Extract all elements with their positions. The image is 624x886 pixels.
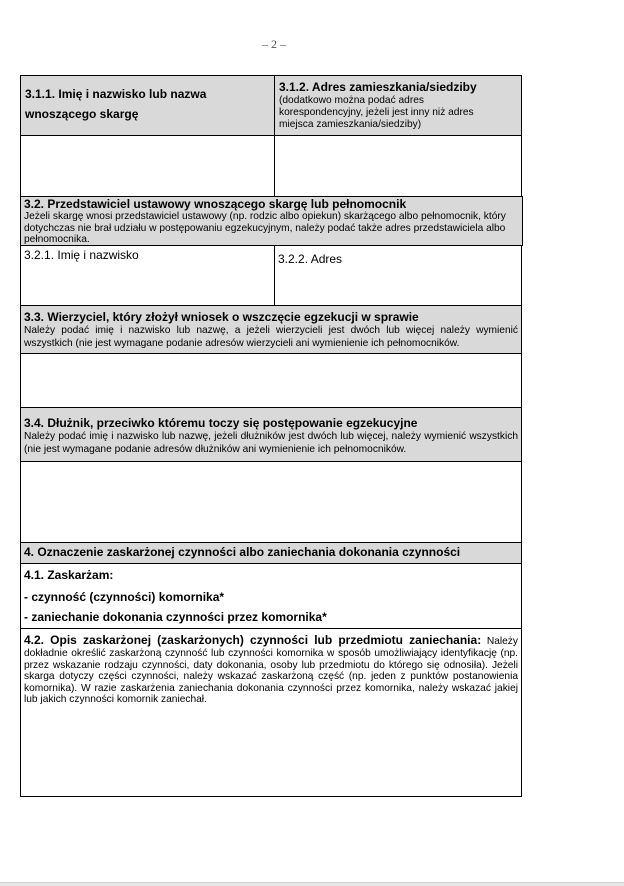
- section-3-1-2-note: (dodatkowo można podać adres korespondencyjny, jeżeli jest inny niż adres miejsca zamieszkania/siedziby): [279, 95, 474, 130]
- section-3-1-1-title: 3.1.1. Imię i nazwisko lub nazwa wnoszącego skargę: [25, 87, 207, 121]
- section-3-3-header: [20, 305, 522, 354]
- option-omission[interactable]: - zaniechanie dokonania czynności przez komornika*: [24, 610, 327, 624]
- section-3-4-header: [20, 407, 522, 462]
- name-of-complainant-field[interactable]: [20, 135, 275, 197]
- section-3-4-title: 3.4. Dłużnik, przeciwko któremu toczy się postępowanie egzekucyjne: [24, 416, 418, 430]
- section-4-title: 4. Oznaczenie zaskarżonej czynności albo zaniechania dokonania czynności: [24, 545, 461, 559]
- section-3-1-1-header: [20, 75, 275, 136]
- section-3-4-note: Należy podać imię i nazwisko lub nazwę, jeżeli dłużników jest dwóch lub więcej, należy wymienić wszystkich (nie jest wymagane podanie adresów dłużników ani wymienienie ich pełnomocników.: [24, 431, 518, 455]
- debtor-field[interactable]: [20, 461, 522, 543]
- page-number: – 2 –: [262, 37, 286, 51]
- representative-address-field[interactable]: [274, 245, 522, 306]
- section-4-header: [20, 542, 522, 564]
- section-3-2-1-label: 3.2.1. Imię i nazwisko: [24, 248, 139, 262]
- section-4-2-text: [24, 633, 518, 706]
- page-bottom-edge: [0, 882, 624, 886]
- section-4-2-note: Należy dokładnie określić zaskarżoną czynność lub czynności komornika w sposób umożliwiający identyfikację (np. przez wskazanie rodzaju czynności, daty dokonania, osoby lub przedmiotu do którego się odnosiła). Jeżeli skarga dotyczy części czynności, należy wskazać zaskarżoną część (np. jeden z punktów postanowienia komornika). W razie zaskarżenia zaniechania dokonania czynności przez komornika, należy wskazać jakiej lub jakich czynności komornik zaniechał.: [24, 636, 518, 706]
- section-4-2[interactable]: [20, 628, 522, 797]
- address-of-complainant-field[interactable]: [274, 135, 522, 197]
- section-3-2-title: 3.2. Przedstawiciel ustawowy wnoszącego skargę lub pełnomocnik: [24, 197, 407, 211]
- representative-name-field[interactable]: [20, 245, 275, 306]
- creditor-field[interactable]: [20, 353, 522, 408]
- section-4-2-title: 4.2. Opis zaskarżonej (zaskarżonych) czynności lub przedmiotu zaniechania:: [24, 633, 482, 647]
- section-3-2-header: [20, 196, 523, 246]
- section-3-2-2-label: 3.2.2. Adres: [278, 252, 343, 266]
- section-3-1-2-title: 3.1.2. Adres zamieszkania/siedziby: [279, 80, 477, 94]
- section-3-3-note: Należy podać imię i nazwisko lub nazwę, a jeżeli wierzycieli jest dwóch lub więcej należy wymienić wszystkich (nie jest wymagane podanie adresów wierzycieli ani wymienienie ich pełnomocników.: [24, 325, 518, 349]
- option-activity[interactable]: - czynność (czynności) komornika*: [24, 590, 225, 604]
- section-3-3-title: 3.3. Wierzyciel, który złożył wniosek o wszczęcie egzekucji w sprawie: [24, 310, 419, 324]
- section-4-1-title: 4.1. Zaskarżam:: [24, 568, 114, 582]
- section-3-2-note: Jeżeli skargę wnosi przedstawiciel ustawowy (np. rodzic albo opiekun) skarżącego albo pełnomocnik, który dotychczas nie brał udziału w postępowaniu egzekucyjnym, należy podać także adres przedstawiciela albo pełnomocnika.: [24, 211, 506, 245]
- section-4-1: [20, 563, 522, 629]
- section-3-1-2-header: [274, 75, 522, 136]
